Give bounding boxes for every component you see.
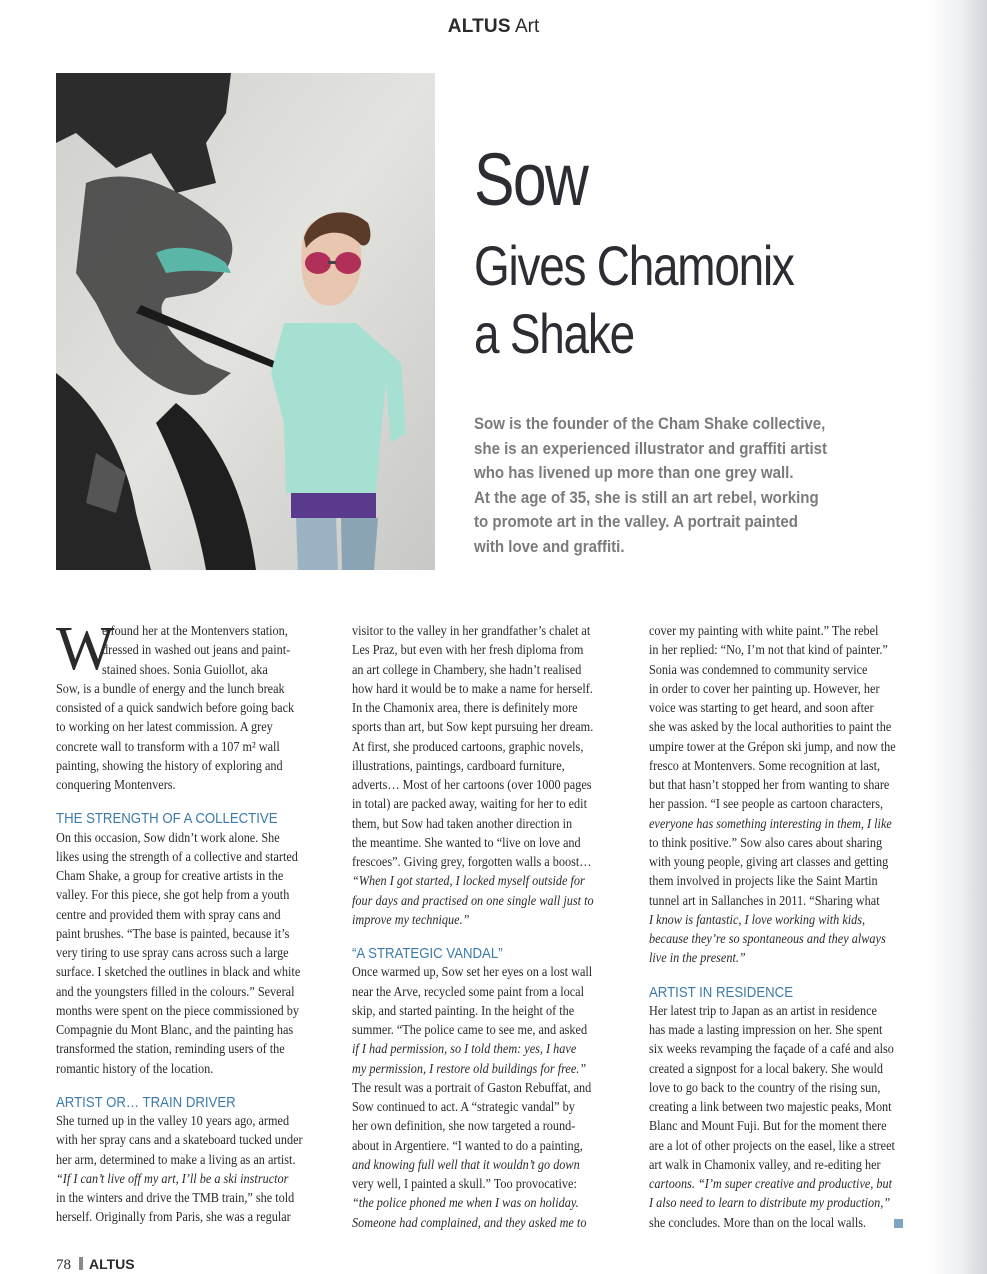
footer-brand: ALTUS xyxy=(89,1256,135,1272)
body-line: likes using the strength of a collective and started xyxy=(56,848,298,864)
body-line: Blanc and Mount Fuji. But for the moment there xyxy=(649,1118,887,1134)
section-subhead: ARTIST IN RESIDENCE xyxy=(649,983,794,1001)
article-column-3 xyxy=(649,621,917,1232)
body-line: summer. “The police came to see me, and asked xyxy=(352,1022,588,1037)
body-line: about in Argentiere. “I wanted to do a painting, xyxy=(352,1137,583,1153)
body-line: I also need to learn to distribute my production,” xyxy=(649,1195,891,1211)
body-line: valley. For this piece, she got help from a youth xyxy=(56,887,290,903)
body-line: “the police phoned me when I was on holiday. xyxy=(352,1195,579,1211)
portrait-photo xyxy=(56,73,435,570)
body-line: months were spent on the piece commissioned by xyxy=(56,1002,299,1018)
body-line: in order to cover her painting up. However, her xyxy=(649,680,880,696)
body-line: conquering Montenvers. xyxy=(56,777,176,792)
body-line: concrete wall to transform with a 107 m² wall xyxy=(56,738,280,754)
lead-line: she is an experienced illustrator and graffiti artist xyxy=(474,439,828,458)
page-footer xyxy=(56,1256,135,1274)
body-line: Les Praz, but even with her fresh diploma from xyxy=(352,642,584,658)
body-line: in her replied: “No, I’m not that kind of painter.” xyxy=(649,642,888,658)
body-line: consisted of a quick sandwich before going back xyxy=(56,700,295,715)
body-line: near the Arve, recycled some paint from a local xyxy=(352,983,585,999)
body-line: live in the present.” xyxy=(649,950,746,966)
body-line: adverts… Most of her cartoons (over 1000 pages xyxy=(352,777,592,792)
body-line: sports than art, but Sow kept pursuing her dream. xyxy=(352,719,594,735)
body-line: how hard it would be to make a name for herself. xyxy=(352,680,593,696)
body-line: frescoes”. Giving grey, forgotten walls a boost… xyxy=(352,854,592,869)
body-line: them involved in projects like the Saint Martin xyxy=(649,873,878,889)
body-line: very tiring to use spray cans across such a large xyxy=(56,945,289,960)
body-line: in total) are packed away, waiting for her to edit xyxy=(352,796,587,812)
body-line: my permission, I restore old buildings for free.” xyxy=(352,1060,587,1076)
body-line: her arm, determined to make a living as an artist. xyxy=(56,1151,296,1167)
lead-line: At the age of 35, she is still an art rebel, working xyxy=(474,488,819,507)
body-line: paint brushes. “The base is painted, because it’s xyxy=(56,925,290,941)
section-subhead: “A STRATEGIC VANDAL” xyxy=(352,945,503,962)
body-line: her passion. “I see people as cartoon characters, xyxy=(649,796,884,812)
article-column-1 xyxy=(56,615,324,1227)
body-line: visitor to the valley in her grandfather’s chalet at xyxy=(352,623,591,638)
header-brand: ALTUS xyxy=(447,16,511,37)
body-line: and the youngsters filled in the colours.” Several xyxy=(56,983,295,999)
body-line: has made a lasting impression on her. She spent xyxy=(649,1022,883,1037)
title-line-3: a Shake xyxy=(474,302,634,365)
body-line: Sow continued to act. A “strategic vandal” by xyxy=(352,1099,575,1114)
body-line: “If I can’t live off my art, I’ll be a ski instructor xyxy=(56,1170,289,1186)
body-line: I know is fantastic, I love working with kids, xyxy=(649,911,866,927)
body-line: “When I got started, I locked myself outside for xyxy=(352,873,585,889)
body-line: painting, showing the history of exploring and xyxy=(56,757,283,773)
lead-line: who has livened up more than one grey wall. xyxy=(474,464,794,483)
body-line: an art college in Chambery, she hadn’t realised xyxy=(352,661,582,677)
body-line: them, but Sow had taken another direction in xyxy=(352,815,573,831)
body-line: Once warmed up, Sow set her eyes on a lost wall xyxy=(352,964,593,980)
body-line: cartoons. “I’m super creative and productive, but xyxy=(649,1176,893,1191)
lead-paragraph xyxy=(474,412,894,560)
drop-cap: W xyxy=(56,615,115,683)
body-line: to working on her latest commission. A grey xyxy=(56,719,273,735)
title-line-2: Gives Chamonix xyxy=(474,234,794,297)
body-line: In the Chamonix area, there is definitely more xyxy=(352,700,578,715)
body-line: Compagnie du Mont Blanc, and the painting has xyxy=(56,1022,294,1037)
body-line: tunnel art in Sallanches in 2011. “Sharing what xyxy=(649,892,880,908)
body-line: Cham Shake, a group for creative artists in the xyxy=(56,868,284,883)
body-line: improve my technique.” xyxy=(352,911,470,927)
body-line: Sonia was condemned to community service xyxy=(649,661,868,677)
body-line: with her spray cans and a skateboard tucked under xyxy=(56,1132,303,1148)
portrait-photo-icon xyxy=(56,73,435,570)
page-number: 78 xyxy=(56,1257,71,1273)
body-line: transformed the station, reminding users of the xyxy=(56,1041,285,1057)
body-line: e found her at the Montenvers station, xyxy=(102,623,288,638)
article-title xyxy=(474,138,934,365)
running-header xyxy=(0,16,987,38)
body-line: created a signpost for a local bakery. She would xyxy=(649,1060,883,1076)
body-line: but that hasn’t stopped her from wanting to share xyxy=(649,777,890,792)
body-line: centre and provided them with spray cans and xyxy=(56,906,281,922)
body-line: she was asked by the local authorities to paint the xyxy=(649,719,892,735)
body-line: She turned up in the valley 10 years ago, armed xyxy=(56,1113,290,1128)
body-line: At first, she produced cartoons, graphic novels, xyxy=(352,738,584,754)
lead-line: with love and graffiti. xyxy=(474,537,625,556)
body-line: On this occasion, Sow didn’t work alone. She xyxy=(56,829,280,845)
body-line: The result was a portrait of Gaston Rebuffat, and xyxy=(352,1079,592,1095)
body-line: love to go back to the country of the rising sun, xyxy=(649,1079,881,1095)
body-line: art walk in Chamonix valley, and re-editing her xyxy=(649,1156,881,1172)
body-line: very well, I painted a skull.” Too provocative: xyxy=(352,1176,577,1191)
header-section: Art xyxy=(514,16,540,37)
article-column-2 xyxy=(352,621,620,1232)
lead-line: to promote art in the valley. A portrait painted xyxy=(474,513,798,532)
body-line: to think positive.” Sow also cares about sharing xyxy=(649,834,883,850)
body-line: illustrations, paintings, cardboard furniture, xyxy=(352,757,565,773)
body-line: six weeks revamping the façade of a café and also xyxy=(649,1041,894,1057)
section-subhead: THE STRENGTH OF A COLLECTIVE xyxy=(56,810,278,828)
body-line: four days and practised on one single wall just to xyxy=(352,892,594,908)
end-mark-icon xyxy=(894,1219,903,1228)
body-line: everyone has something interesting in them, I like xyxy=(649,815,892,831)
body-line: Her latest trip to Japan as an artist in residence xyxy=(649,1002,877,1018)
body-line: surface. I sketched the outlines in black and white xyxy=(56,964,301,980)
body-line: fresco at Montenvers. Some recognition at last, xyxy=(649,757,881,773)
body-line: with young people, giving art classes and getting xyxy=(649,854,889,869)
body-line: in the winters and drive the TMB train,” she told xyxy=(56,1190,295,1205)
body-line: and knowing full well that it wouldn’t go down xyxy=(352,1156,580,1172)
body-line: cover my painting with white paint.” The rebel xyxy=(649,623,879,638)
body-line: if I had permission, so I told them: yes, I have xyxy=(352,1041,577,1057)
lead-line: Sow is the founder of the Cham Shake collective, xyxy=(474,415,826,433)
footer-divider xyxy=(79,1257,83,1270)
body-line: stained shoes. Sonia Guiollot, aka xyxy=(102,661,268,677)
body-line: romantic history of the location. xyxy=(56,1060,214,1076)
body-line: Someone had complained, and they asked me to xyxy=(352,1214,587,1230)
body-line: creating a link between two majestic peaks, Mont xyxy=(649,1099,892,1114)
body-line: because they’re so spontaneous and they always xyxy=(649,931,886,946)
body-line: skip, and started painting. In the height of the xyxy=(352,1002,575,1018)
body-line: her own definition, she now targeted a round- xyxy=(352,1118,576,1134)
title-line-1: Sow xyxy=(474,138,588,221)
body-line: Sow, is a bundle of energy and the lunch break xyxy=(56,680,285,696)
body-line: are a lot of other projects on the easel, like a street xyxy=(649,1137,895,1153)
body-line: she concludes. More than on the local walls. xyxy=(649,1213,917,1232)
body-line: herself. Originally from Paris, she was a regular xyxy=(56,1209,291,1225)
page-spine-shadow xyxy=(927,0,987,1274)
body-line: umpire tower at the Grépon ski jump, and now the xyxy=(649,738,896,754)
body-line: voice was starting to get heard, and soon after xyxy=(649,700,874,715)
body-line: the meantime. She wanted to “live on love and xyxy=(352,834,581,850)
section-subhead: ARTIST OR… TRAIN DRIVER xyxy=(56,1093,236,1111)
body-line: dressed in washed out jeans and paint- xyxy=(102,642,291,658)
